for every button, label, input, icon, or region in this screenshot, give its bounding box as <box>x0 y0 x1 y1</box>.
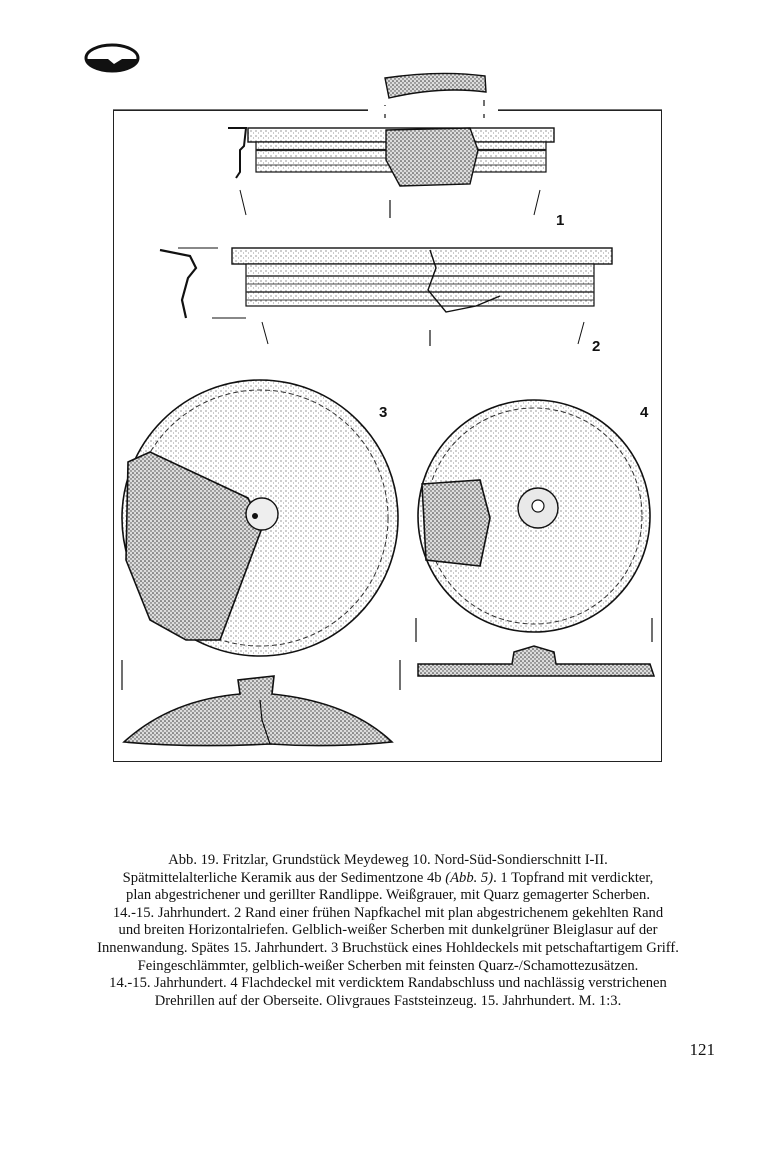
figure-number-4: 4 <box>640 404 649 421</box>
figure-number-1: 1 <box>556 212 565 229</box>
figure-reference: (Abb. 5) <box>445 869 494 886</box>
object-3-hollow-lid-plan <box>122 380 400 690</box>
object-1-pot-rim <box>113 73 662 218</box>
object-2-stove-tile-rim <box>160 248 612 346</box>
figure-caption <box>68 852 708 1010</box>
object-3-hollow-lid-profile <box>124 676 392 746</box>
page-number: 121 <box>689 1040 715 1059</box>
caption-line: Abb. 19. Fritzlar, Grundstück Meydeweg 10. Nord-Süd-Sondierschnitt I-II. <box>168 852 608 868</box>
caption-line: 14.-15. Jahrhundert. 2 Rand einer frühen Napfkachel mit plan abgestrichenem gekehlten Rand <box>112 904 664 921</box>
object-4-flat-lid-plan <box>416 400 652 642</box>
caption-line: Drehrillen auf der Oberseite. Olivgraues Faststeinzeug. 15. Jahrhundert. M. 1:3. <box>154 992 622 1009</box>
caption-line: und breiten Horizontalriefen. Gelblich-weißer Scherben mit dunkelgrüner Bleiglasur auf der <box>118 922 658 939</box>
caption-line: Innenwandung. Spätes 15. Jahrhundert. 3 Bruchstück eines Hohldeckels mit petschaftartigem Griff. <box>97 939 679 956</box>
caption-line: Feingeschlämmter, gelblich-weißer Scherben mit feinsten Quarz-/Schamottezusätzen. <box>137 957 639 974</box>
object-4-flat-lid-profile <box>418 646 654 676</box>
caption-line: 14.-15. Jahrhundert. 4 Flachdeckel mit verdicktem Randabschluss und nachlässig verstrichenen <box>109 975 667 992</box>
caption-line: Spätmittelalterliche Keramik aus der Sedimentzone 4b (Abb. 5). 1 Topfrand mit verdickter, <box>122 869 654 886</box>
figure-number-3: 3 <box>379 404 388 421</box>
caption-line: plan abgestrichener und gerillter Randlippe. Weißgrauer, mit Quarz gemagerter Scherben. <box>126 887 650 904</box>
figure-number-2: 2 <box>592 338 601 355</box>
